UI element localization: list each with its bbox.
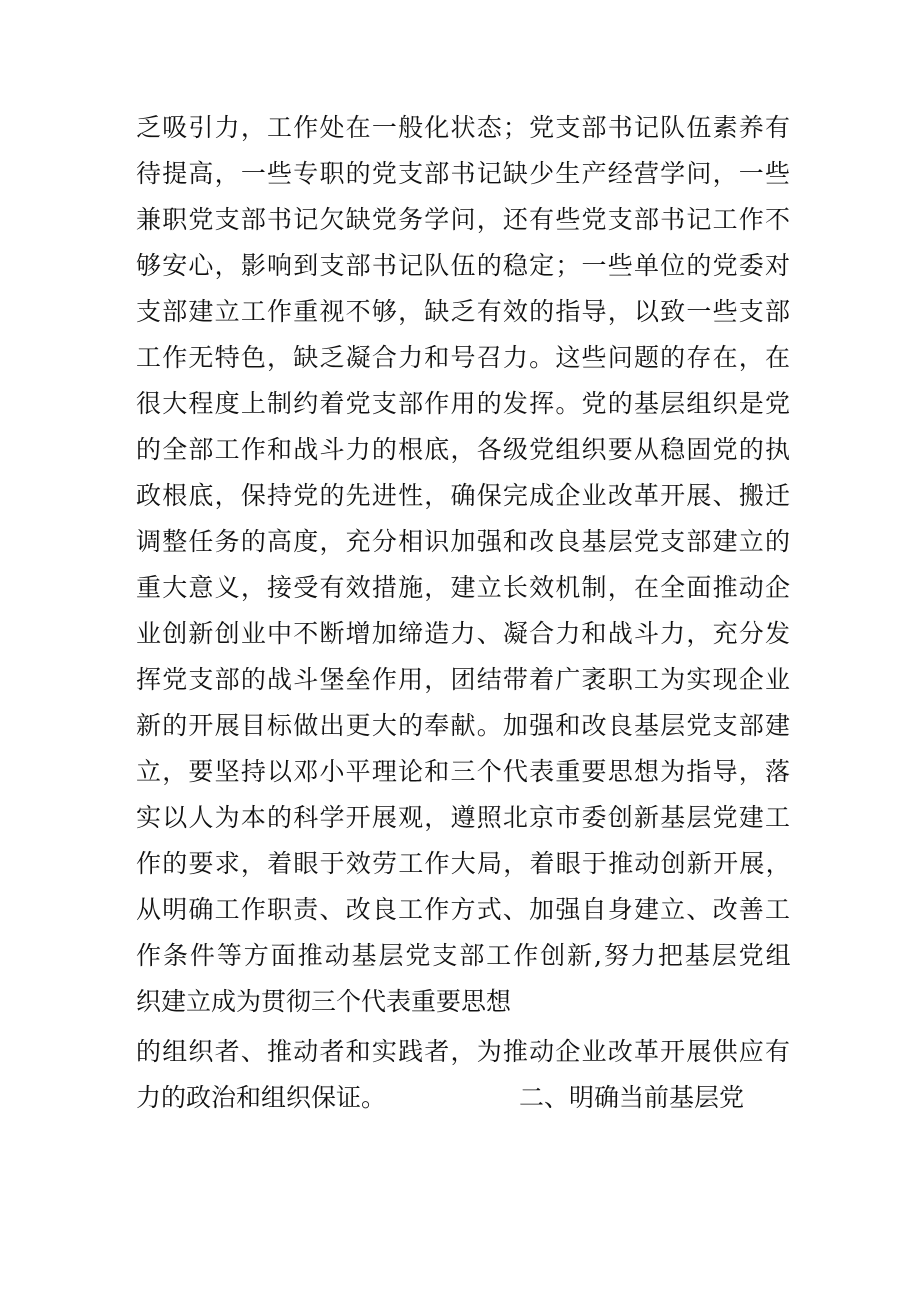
text-line: 的组织者、推动者和实践者，为推动企业改革开展供应有 (136, 1037, 790, 1066)
text-line: 织建立成为贯彻三个代表重要思想 (136, 987, 512, 1016)
body-text (136, 105, 796, 1121)
text-line: 的全部工作和战斗力的根底，各级党组织要从稳固党的执 (136, 435, 790, 464)
text-line: 够安心，影响到支部书记队伍的稳定；一些单位的党委对 (136, 251, 790, 280)
text-line: 作的要求，着眼于效劳工作大局，着眼于推动创新开展， (136, 849, 790, 878)
section-heading: 二、明确当前基层党 (519, 1083, 745, 1112)
text-line: 挥党支部的战斗堡垒作用，团结带着广袤职工为实现企业 (136, 665, 790, 694)
text-line: 立，要坚持以邓小平理论和三个代表重要思想为指导，落 (136, 757, 790, 786)
text-line: 实以人为本的科学开展观，遵照北京市委创新基层党建工 (136, 803, 790, 832)
text-line: 重大意义，接受有效措施，建立长效机制，在全面推动企 (136, 573, 790, 602)
text-line: 新的开展目标做出更大的奉献。加强和改良基层党支部建 (136, 711, 790, 740)
text-line: 工作无特色，缺乏凝合力和号召力。这些问题的存在，在 (136, 343, 790, 372)
text-line: 政根底，保持党的先进性，确保完成企业改革开展、搬迁 (136, 481, 790, 510)
text-line-with-heading (136, 1075, 790, 1121)
text-line: 兼职党支部书记欠缺党务学问，还有些党支部书记工作不 (136, 205, 790, 234)
closing-sentence: 力的政治和组织保证。 (136, 1083, 387, 1112)
text-line: 待提高，一些专职的党支部书记缺少生产经营学问，一些 (136, 159, 790, 188)
text-line: 支部建立工作重视不够，缺乏有效的指导，以致一些支部 (136, 297, 790, 326)
text-line: 从明确工作职责、改良工作方式、加强自身建立、改善工 (136, 895, 790, 924)
text-line: 乏吸引力，工作处在一般化状态；党支部书记队伍素养有 (136, 113, 790, 142)
text-line: 作条件等方面推动基层党支部工作创新,努力把基层党组 (136, 941, 790, 970)
text-line: 很大程度上制约着党支部作用的发挥。党的基层组织是党 (136, 389, 790, 418)
text-line: 业创新创业中不断增加缔造力、凝合力和战斗力，充分发 (136, 619, 790, 648)
text-line: 调整任务的高度，充分相识加强和改良基层党支部建立的 (136, 527, 790, 556)
